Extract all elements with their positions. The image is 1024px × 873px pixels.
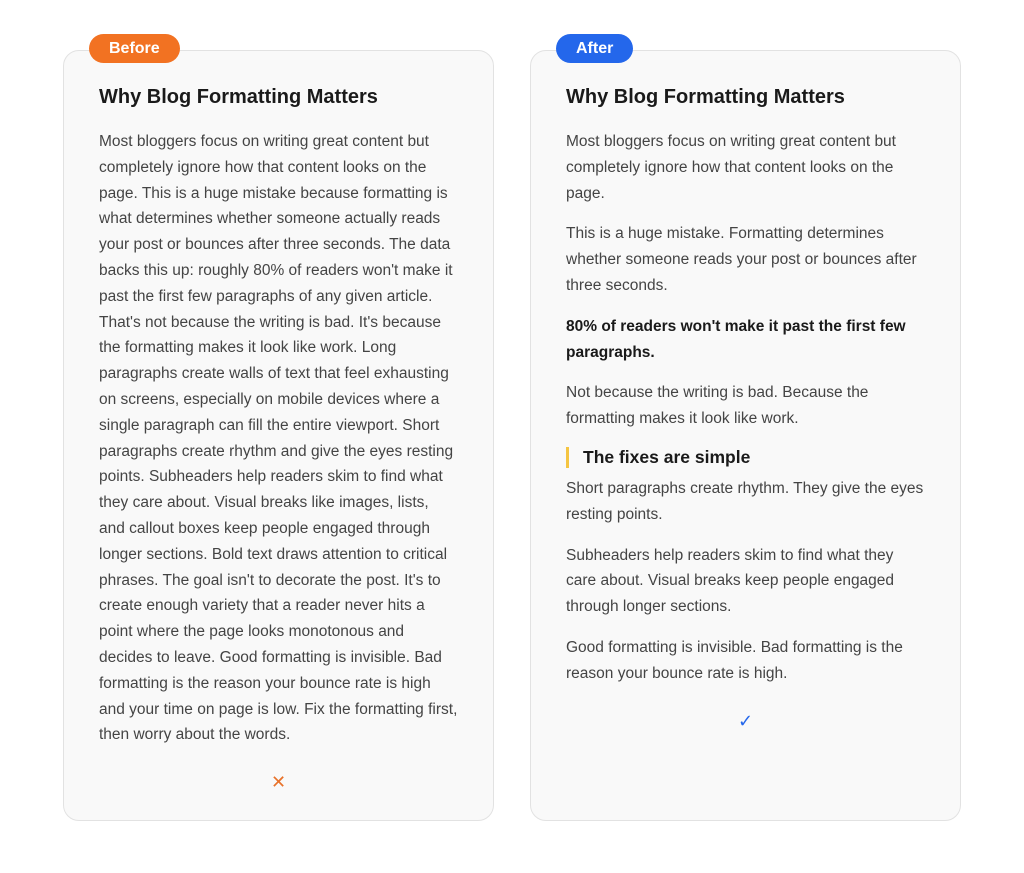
- after-badge: After: [556, 34, 633, 63]
- after-paragraph-5: Short paragraphs create rhythm. They give the eyes resting points.: [566, 479, 924, 523]
- after-card: [530, 40, 961, 821]
- before-content: [99, 85, 458, 793]
- cross-icon: ✕: [270, 772, 287, 793]
- after-paragraph-7: Good formatting is invisible. Bad formatting is the reason your bounce rate is high.: [566, 638, 903, 682]
- before-title: Why Blog Formatting Matters: [99, 86, 378, 108]
- after-paragraph-2: This is a huge mistake. Formatting determines whether someone reads your post or bounces after three seconds.: [566, 225, 917, 294]
- after-paragraph-1: Most bloggers focus on writing great content but completely ignore how that content looks on the page.: [566, 133, 896, 202]
- after-subheader: The fixes are simple: [566, 447, 925, 468]
- before-paragraph: Most bloggers focus on writing great content but completely ignore how that content looks on the page. This is a huge mistake because formatting is what determines whether someone actually reads your post or bounces after three seconds. The data backs this up: roughly 80% of readers won't make it past the first few paragraphs of any given article. That's not because the writing is bad. It's because the formatting makes it look like work. Long paragraphs create walls of text that feel exhausting on screens, especially on mobile devices where a single paragraph can fill the entire viewport. Short paragraphs create rhythm and give the eyes resting points. Subheaders help readers skim to find what they care about. Visual breaks like images, lists, and callout boxes keep people engaged through longer sections. Bold text draws attention to critical phrases. The goal isn't to decorate the post. It's to create enough variety that a reader never hits a point where the page looks monotonous and decides to leave. Good formatting is invisible. Bad formatting is the reason your bounce rate is high and your time on page is low. Fix the formatting first, then worry about the words.: [99, 133, 458, 744]
- before-card: [63, 40, 494, 821]
- after-paragraph-4: Not because the writing is bad. Because the formatting makes it look like work.: [566, 384, 869, 428]
- after-title: Why Blog Formatting Matters: [566, 86, 845, 108]
- after-bold-statement: 80% of readers won't make it past the first few paragraphs.: [566, 317, 906, 361]
- after-paragraph-6: Subheaders help readers skim to find what they care about. Visual breaks keep people engaged through longer sections.: [566, 546, 895, 616]
- check-icon: ✓: [737, 710, 754, 731]
- before-badge: Before: [89, 34, 180, 63]
- after-content: [566, 85, 925, 732]
